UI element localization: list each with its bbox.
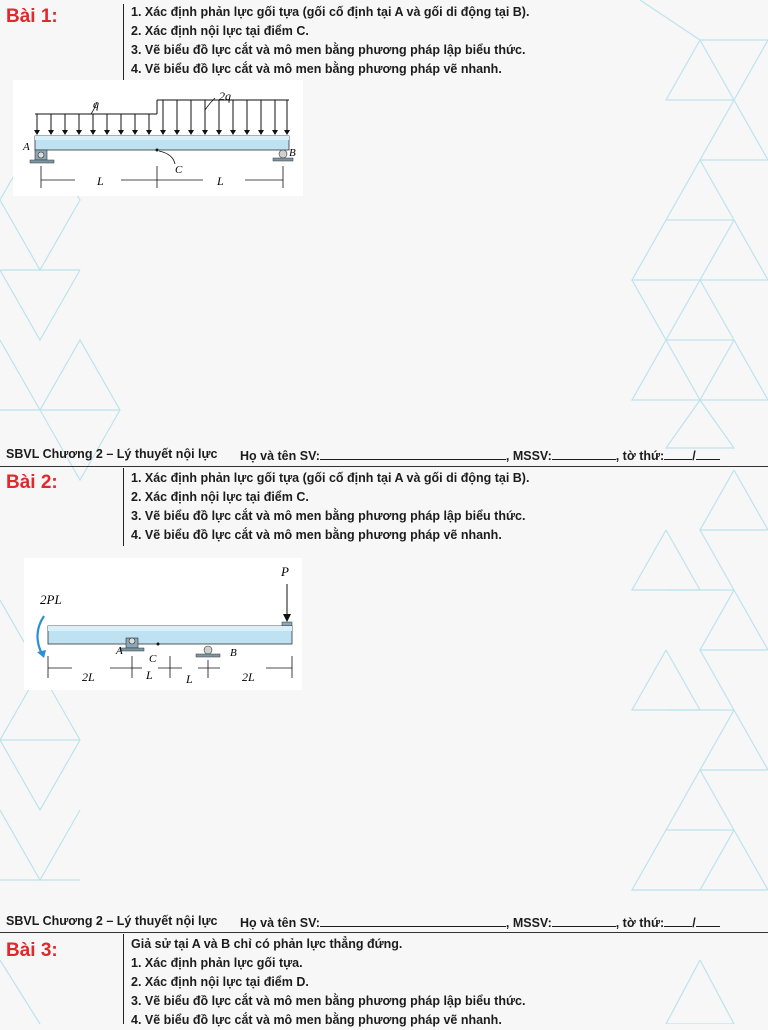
point-b-label: B (289, 147, 296, 159)
footer-chapter: SBVL Chương 2 – Lý thuyết nội lực (6, 447, 218, 461)
exercise-3-task: 2. Xác định nội lực tại điểm D. (131, 975, 309, 989)
student-name-blank[interactable] (320, 447, 506, 460)
footer-sheet-label: , tờ thứ: (615, 449, 665, 463)
exercise-2-task: 2. Xác định nội lực tại điểm C. (131, 490, 309, 504)
exercise-1-task-list (131, 3, 529, 79)
load-2q-arrows (163, 100, 287, 132)
exercise-3-task: Giả sử tại A và B chỉ có phản lực thẳng đứng. (131, 937, 403, 951)
dimension-lines (41, 166, 283, 188)
exercise-1-figure (13, 80, 303, 196)
span-right-label: L (217, 174, 224, 188)
exercise-2-task-list (131, 469, 529, 545)
dim-1-label: 2L (82, 670, 95, 684)
force-p-label: P (281, 564, 289, 579)
section-separator (0, 932, 768, 933)
footer-name-label: Họ và tên SV: (240, 916, 320, 930)
footer-sheet-label: , tờ thứ: (615, 916, 665, 930)
exercise-1-divider (123, 4, 124, 82)
exercise-2-task: 4. Vẽ biểu đồ lực cắt và mô men bằng phương pháp vẽ nhanh. (131, 528, 502, 542)
exercise-1-task: 1. Xác định phản lực gối tựa (gối cố định tại A và gối di động tại B). (131, 5, 530, 19)
mssv-blank[interactable] (552, 914, 616, 927)
footer-name-label: Họ và tên SV: (240, 449, 320, 463)
point-c-label: C (149, 653, 157, 665)
dim-3-label: L (186, 672, 193, 686)
footer-mssv-label: , MSSV: (505, 916, 552, 930)
exercise-1-title: Bài 1: (6, 6, 58, 27)
exercise-3-task: 4. Vẽ biểu đồ lực cắt và mô men bằng phương pháp vẽ nhanh. (131, 1013, 502, 1027)
exercise-2-task: 3. Vẽ biểu đồ lực cắt và mô men bằng phương pháp lập biểu thức. (131, 509, 526, 523)
exercise-2-title: Bài 2: (6, 472, 58, 493)
point-a-label: A (23, 141, 30, 153)
exercise-2-divider (123, 468, 124, 546)
sheet-number-blank[interactable] (664, 914, 692, 927)
exercise-1-task: 4. Vẽ biểu đồ lực cắt và mô men bằng phương pháp vẽ nhanh. (131, 62, 502, 76)
load-q-label: q (93, 97, 99, 111)
footer-student-fields (240, 447, 720, 463)
sheet-total-blank[interactable] (696, 914, 720, 927)
exercise-3-task: 3. Vẽ biểu đồ lực cắt và mô men bằng phương pháp lập biểu thức. (131, 994, 526, 1008)
exercise-3-title: Bài 3: (6, 940, 58, 961)
point-a-label: A (116, 645, 123, 657)
moment-label: 2PL (40, 592, 62, 607)
exercise-2-task: 1. Xác định phản lực gối tựa (gối cố định tại A và gối di động tại B). (131, 471, 530, 485)
exercise-1-task: 3. Vẽ biểu đồ lực cắt và mô men bằng phương pháp lập biểu thức. (131, 43, 526, 57)
exercise-2-footer (6, 914, 756, 928)
pin-support-a (30, 150, 54, 163)
sheet-number-blank[interactable] (664, 447, 692, 460)
dim-4-label: 2L (242, 670, 255, 684)
footer-sheet-separator: / (692, 449, 696, 463)
roller-support-b (196, 646, 220, 657)
exercise-1-footer (6, 447, 756, 461)
footer-chapter: SBVL Chương 2 – Lý thuyết nội lực (6, 914, 218, 928)
load-q-arrows (37, 114, 149, 132)
exercise-2-figure (24, 558, 302, 690)
exercise-3-task-list (131, 935, 525, 1030)
load-2q-label: 2q (219, 89, 231, 103)
point-c-label: C (175, 164, 183, 176)
dim-2-label: L (146, 668, 153, 682)
exercise-3-divider (123, 934, 124, 1024)
mssv-blank[interactable] (552, 447, 616, 460)
student-name-blank[interactable] (320, 914, 506, 927)
exercise-1-task: 2. Xác định nội lực tại điểm C. (131, 24, 309, 38)
footer-sheet-separator: / (692, 916, 696, 930)
footer-mssv-label: , MSSV: (505, 449, 552, 463)
footer-student-fields (240, 914, 720, 930)
span-left-label: L (97, 174, 104, 188)
section-separator (0, 466, 768, 467)
sheet-total-blank[interactable] (696, 447, 720, 460)
point-b-label: B (230, 647, 237, 659)
exercise-3-task: 1. Xác định phản lực gối tựa. (131, 956, 303, 970)
